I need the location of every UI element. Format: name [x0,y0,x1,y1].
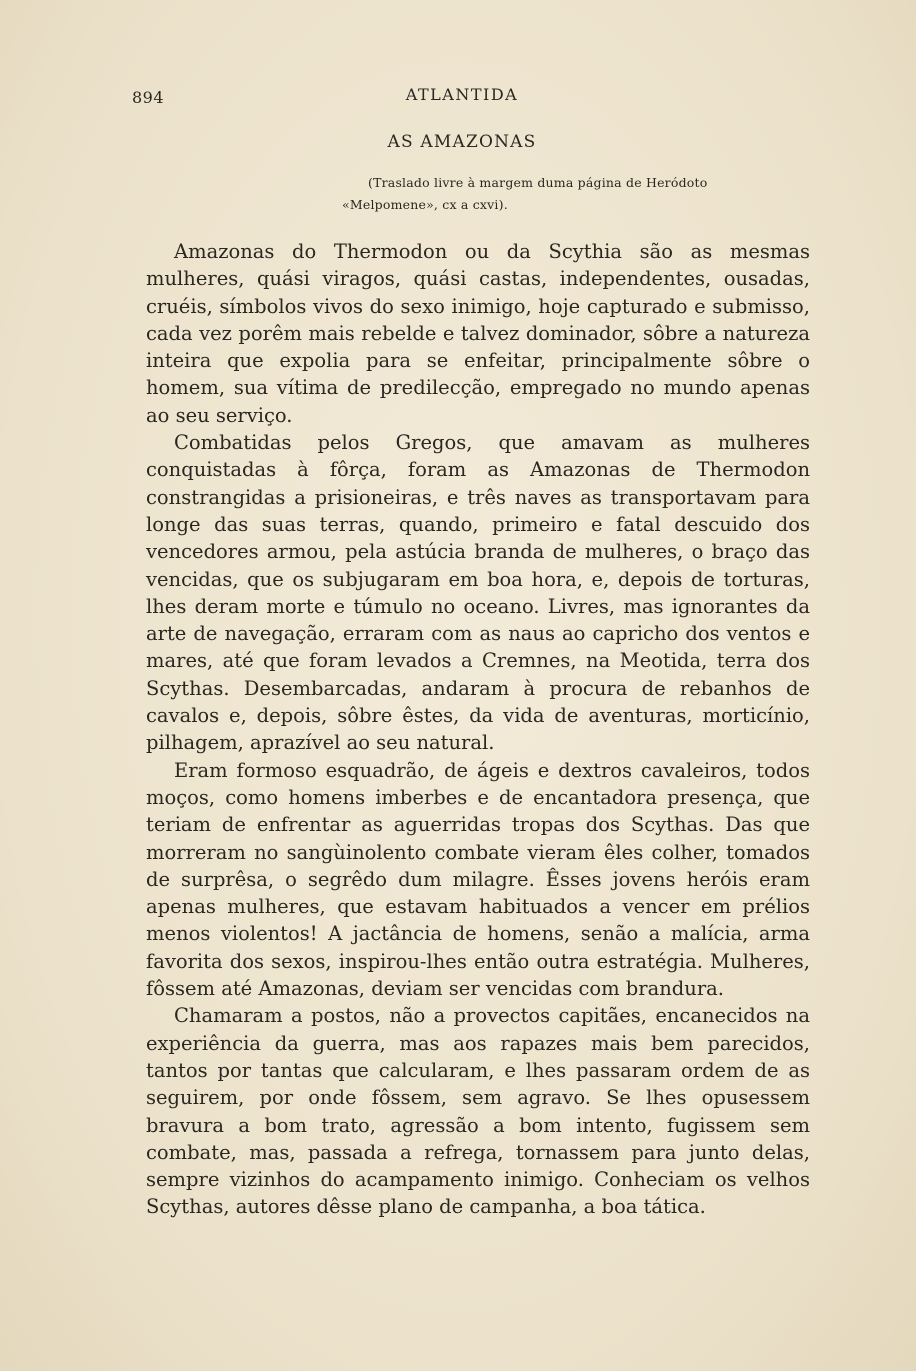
page-header [132,82,812,110]
paragraph: Amazonas do Thermodon ou da Scythia são as mesmas mulheres, quási viragos, quási castas, independentes, ousadas, cruéis, símbolos vivos do sexo inimigo, hoje capturado e submisso, cada vez porêm mais rebelde e talvez dominador, sôbre a natureza inteira que expolia para se enfeitar, principalmente sôbre o homem, sua vítima de predilecção, empregado no mundo apenas ao seu serviço. [146,240,810,427]
article-subtitle [342,172,808,216]
paragraph: Chamaram a postos, não a provectos capitães, encanecidos na experiência da guerra, mas aos rapazes mais bem parecidos, tantos por tantas que calcularam, e lhes passaram ordem de as seguirem, por onde fôssem, sem agravo. Se lhes opusessem bravura a bom trato, agressão a bom intento, fugissem sem combate, mas, passada a refrega, tornassem para junto delas, sempre vizinhos do acampamento inimigo. Conheciam os velhos Scythas, autores dêsse plano de campanha, a boa tática. [146,1004,810,1219]
running-title: ATLANTIDA [405,85,519,104]
paragraph: Combatidas pelos Gregos, que amavam as mulheres conquistadas à fôrça, foram as Amazonas de Thermodon constrangidas a prisioneiras, e três naves as transportavam para longe das suas terras, quando, primeiro e fatal descuido dos vencedores armou, pela astúcia branda de mulheres, o braço das vencidas, que os subjugaram em boa hora, e, depois de torturas, lhes deram morte e túmulo no oceano. Livres, mas ignorantes da arte de navegação, erraram com as naus ao capricho dos ventos e mares, até que foram levados a Cremnes, na Meotida, terra dos Scythas. Desembarcadas, andaram à procura de rebanhos de cavalos e, depois, sôbre êstes, da vida de aventuras, morticínio, pilhagem, aprazível ao seu natural. [146,431,810,755]
page-number: 894 [132,88,165,107]
paragraph: Eram formoso esquadrão, de ágeis e dextros cavaleiros, todos moços, como homens imberbes e de encantadora presença, que teriam de enfrentar as aguerridas tropas dos Scythas. Das que morreram no sangùinolento combate vieram êles colher, tomados de surprêsa, o segrêdo dum milagre. Êsses jovens heróis eram apenas mulheres, que estavam habituados a vencer em prélios menos violentos! A jactância de homens, senão a malícia, arma favorita dos sexos, inspirou-lhes então outra estratégia. Mulheres, fôssem até Amazonas, deviam ser vencidas com brandura. [146,758,810,1001]
subtitle-line: «Melpomene», cx a cxvi). [342,197,508,212]
article-body [146,238,810,1221]
subtitle-line: (Traslado livre à margem duma página de Heródoto [368,175,708,190]
article-title: AS AMAZONAS [387,132,537,152]
